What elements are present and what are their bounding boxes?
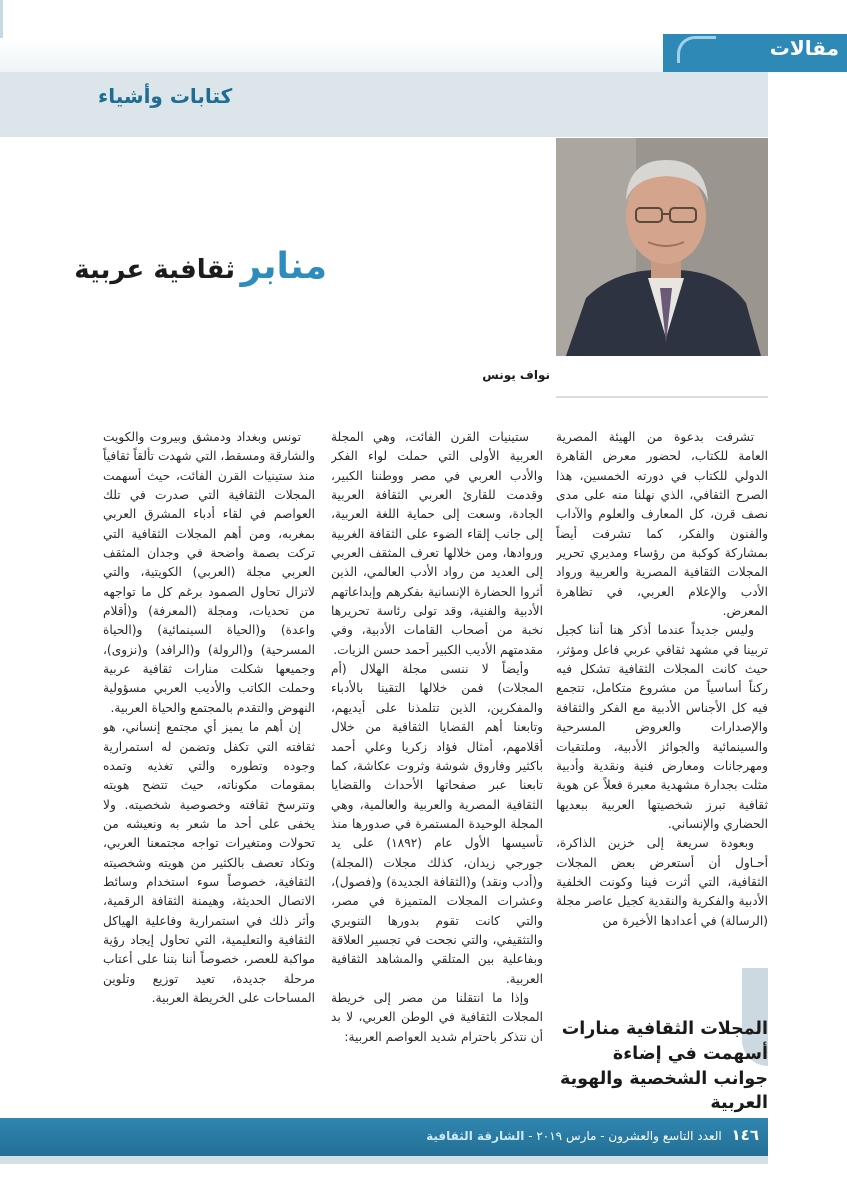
pull-quote: المجلات الثقافية منارات أسهمت في إضاءة جوانب الشخصية والهوية العربية xyxy=(559,1019,768,1114)
paragraph: وأيضاً لا ننسى مجلة الهلال (أم المجلات) فمن خلالها التقينا بالأدباء والمفكرين، الذين تتلمذنا على أيديهم، وتابعنا أهم القضايا الثقافية من خلال أقلامهم، أمثال فؤاد زكريا وعلي أحمد باكثير وفاروق شوشة وثروت عكاشة، كما تابعنا عبر صفحاتها الأحداث والقضايا الثقافية المصرية والعربية والعالمية، وهي المجلة الوحيدة المستمرة في صدورها منذ تأسيسها الأول عام (١٨٩٢) على يد جورجي زيدان، كذلك مجلات (المجلة) و(أدب ونقد) و(الثقافة الجديدة) و(فصول)، وعشرات المجلات المتميزة في مصر، والتي كانت تقوم بدورها التنويري والتثقيفي، والتي نجحت في تجسير العلاقة وبفاعلية بين المتلقي والمشاهد الثقافية العربية. xyxy=(331,662,543,986)
footer-info xyxy=(426,1126,759,1144)
caption-box xyxy=(556,356,768,396)
author-name: نواف يونس xyxy=(482,368,550,382)
footer-bottom-strip xyxy=(0,1156,768,1164)
paragraph: وبعودة سريعة إلى خزين الذاكرة، أحـاول أن أستعرض بعض المجلات الثقافية، التي أثرت فينا وكونت الخلفية الأدبية والفكرية والنقدية كجيل عاصر مجلة (الرسالة) في أعدادها الأخيرة من xyxy=(556,836,768,928)
paragraph: إن أهم ما يميز أي مجتمع إنساني، هو ثقافته التي تكفل وتضمن له استمرارية وجوده وتطوره والتي تغذيه وتمده بمقومات مكوناته، حيث تتضح هويته وتترسخ ثقافته وخصوصية شخصيته. ولا يخفى على أحد ما شعر به ونعيشه من تحولات ومتغيرات تواجه مجتمعنا العربي، وتكاد تعصف بالكثير من هويته وشخصيته الثقافية، خصوصاً سوء استخدام وسائط الاتصال الحديثة، وهيمنة الثقافة الرقمية، وأثر ذلك في استمرارية وفاعلية الهياكل الثقافية والتعليمية، التي تحاول إيجاد رؤية مواكبة للعصر، خصوصاً أننا بتنا على أعتاب مرحلة جديدة، تعيد توزيع وتلوين المساحات على الخريطة العربية. xyxy=(103,720,315,1005)
headline-highlight: منابر xyxy=(240,246,327,287)
author-photo xyxy=(556,138,768,356)
caption-underline xyxy=(556,396,768,398)
issue-info: العدد التاسع والعشرون - مارس ٢٠١٩ - xyxy=(528,1129,722,1143)
article-headline xyxy=(74,246,327,287)
page-edge-rule xyxy=(0,0,3,38)
paragraph: تشرفت بدعوة من الهيئة المصرية العامة للكتاب، لحضور معرض القاهرة الدولي للكتاب في دورته الخمسين، هذا الصرح الثقافي، الذي نهلنا منه على مدى نصف قرن، كل المعارف والعلوم والآداب والفنون والفكر، كما تشرفت أيضاً بمشاركة كوكبة من رؤساء ومديري تحرير المجلات الثقافية المصرية والعربية ورواد الأدب والإعلام العربي، في تظاهرة المعرض. xyxy=(556,430,768,619)
paragraph: ستينيات القرن الفائت، وهي المجلة العربية الأولى التي حملت لواء الفكر والأدب العربي في مصر ووطننا الكبير، وقدمت للقارئ العربي الثقافة العربية الجادة، وسعت إلى حماية اللغة العربية، إلى جانب إلقاء الضوء على الثقافة الغربية وروادها، ومن خلالها تعرف المثقف العربي إلى العديد من رواد الأدب العالمي، الذين أثروا الحضارة الإنسانية بفكرهم وإبداعاتهم الأدبية والفنية، وقد تولى رئاسة تحريرها نخبة من أصحاب القامات الأدبية، وفي مقدمتهم الأديب الكبير أحمد حسن الزيات. xyxy=(331,430,543,657)
column-title: كتابات وأشياء xyxy=(98,84,233,108)
magazine-name: الشارقة الثقافية xyxy=(426,1129,525,1143)
text-column-right xyxy=(556,428,768,968)
paragraph: تونس وبغداد ودمشق وبيروت والكويت والشارقة ومسقط، التي شهدت تألقاً ثقافياً منذ ستينيات القرن الفائت، حيث أسهمت المجلات الثقافية التي صدرت في تلك العواصم في لقاء أدباء المشرق العربي بمغربه، ومن أهم المجلات الثقافية التي تركت بصمة واضحة في وجدان المثقف العربي مجلة (العربي) الكويتية، والتي لاتزال تحاول الصمود برغم كل ما تواجهه من تحديات، ومجلة (المعرفة) و(أقلام واعدة) و(الحياة السينمائية) و(الحياة المسرحية) و(الرولة) و(الرافد) و(نزوى)، وجميعها شكلت منارات ثقافية عربية وحملت الكاتب والأديب العربي مسؤولية النهوض والتقدم بالمجتمع والحياة العربية. xyxy=(103,430,315,715)
author-portrait-illustration xyxy=(556,138,768,356)
text-column-middle xyxy=(331,428,543,1088)
section-label: مقالات xyxy=(769,36,839,60)
section-swirl-ornament xyxy=(677,36,716,63)
text-column-left xyxy=(103,428,315,1088)
page-number: ١٤٦ xyxy=(731,1126,759,1144)
headline-rest: ثقافية عربية xyxy=(74,255,235,285)
paragraph: وليس جديداً عندما أذكر هنا أننا كجيل تربينا في مشهد ثقافي عربي فاعل ومؤثر، حيث كانت المجلات الثقافية تشكل فيه ركناً أساسياً من مشروع متكامل، تتجمع فيه كل الأجناس الأدبية مع الفكر والثقافة والإصدارات والعروض المسرحية والسينمائية والجوائز الأدبية، وملتقيات ومهرجانات ومعارض فنية ونقدية وأدبية مثلت بجدارة مشهدية معبرة فعلاً عن هوية ثقافية تبرز شخصيتها العربية ببعديها الحضاري والإنساني. xyxy=(556,623,768,831)
paragraph: وإذا ما انتقلنا من مصر إلى خريطة المجلات الثقافية في الوطن العربي، لا بد أن نتذكر باحترام شديد العواصم العربية: xyxy=(331,990,543,1044)
